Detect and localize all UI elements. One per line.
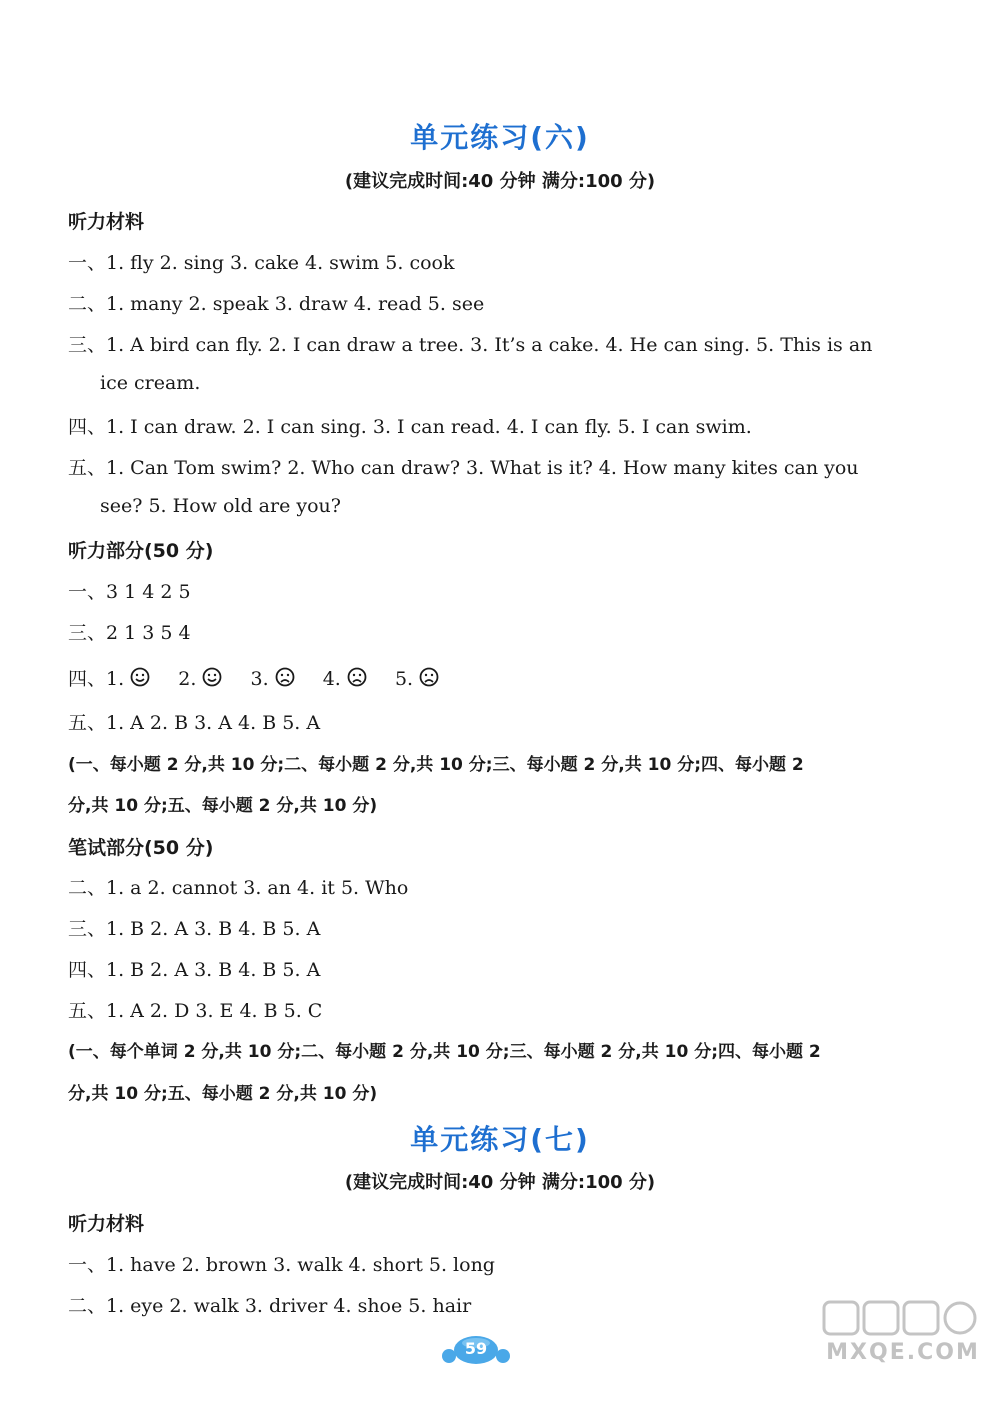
- unit6-subtitle: (建议完成时间:40 分钟 满分:100 分): [344, 171, 656, 192]
- unit6-material-line-5: 五、1. Can Tom swim? 2. Who can draw? 3. What is it? 4. How many kites can you: [68, 457, 859, 479]
- unit7-material-line-2: 二、1. eye 2. walk 3. driver 4. shoe 5. hair: [68, 1295, 472, 1317]
- sad-face-icon: [347, 667, 367, 687]
- unit7-title: 单元练习(七): [410, 1123, 590, 1156]
- unit6-written-part-heading: 笔试部分(50 分): [68, 837, 214, 859]
- unit6-material-line-2: 二、1. many 2. speak 3. draw 4. read 5. see: [68, 293, 485, 315]
- unit6-written-answer-3: 三、1. B 2. A 3. B 4. B 5. A: [68, 918, 321, 940]
- unit6-listening-material-heading: 听力材料: [68, 211, 145, 233]
- face-label-5: 5.: [394, 668, 414, 690]
- unit6-written-answer-4: 四、1. B 2. A 3. B 4. B 5. A: [68, 959, 321, 981]
- unit6-listening-answer-4-faces: [68, 664, 461, 691]
- unit6-listening-scoring-1: (一、每小题 2 分,共 10 分;二、每小题 2 分,共 10 分;三、每小题 2 分,共 10 分;四、每小题 2: [68, 755, 804, 775]
- unit7-material-line-1: 一、1. have 2. brown 3. walk 4. short 5. long: [68, 1254, 495, 1276]
- unit7-listening-material-heading: 听力材料: [68, 1213, 145, 1235]
- smile-face-icon: [202, 667, 222, 687]
- unit6-listening-part-heading: 听力部分(50 分): [68, 540, 214, 562]
- unit6-material-line-3: 三、1. A bird can fly. 2. I can draw a tree. 3. It’s a cake. 4. He can sing. 5. This is an: [68, 334, 873, 356]
- unit6-listening-answer-1: 一、3 1 4 2 5: [68, 581, 191, 603]
- unit6-material-line-1: 一、1. fly 2. sing 3. cake 4. swim 5. cook: [68, 252, 455, 274]
- watermark-text: MXQE.COM: [826, 1340, 980, 1365]
- page-number: 59: [464, 1339, 488, 1358]
- unit6-material-line-5-cont: see? 5. How old are you?: [100, 495, 341, 517]
- unit7-subtitle: (建议完成时间:40 分钟 满分:100 分): [344, 1172, 656, 1193]
- face-label-1: 1.: [106, 668, 125, 690]
- unit6-written-scoring-2: 分,共 10 分;五、每小题 2 分,共 10 分): [68, 1084, 378, 1104]
- smile-face-icon: [130, 667, 150, 687]
- unit6-listening-scoring-2: 分,共 10 分;五、每小题 2 分,共 10 分): [68, 796, 378, 816]
- sad-face-icon: [419, 667, 439, 687]
- face-label-2: 2.: [178, 668, 197, 690]
- face-label-4: 4.: [322, 668, 341, 690]
- unit6-listening-answer-5: 五、1. A 2. B 3. A 4. B 5. A: [68, 712, 321, 734]
- unit6-material-line-3-cont: ice cream.: [100, 372, 201, 394]
- faces-prefix: 四、: [68, 668, 107, 690]
- unit6-written-answer-2: 二、1. a 2. cannot 3. an 4. it 5. Who: [68, 877, 409, 899]
- unit6-listening-answer-3: 三、2 1 3 5 4: [68, 622, 191, 644]
- watermark-logo: [820, 1296, 980, 1340]
- sad-face-icon: [275, 667, 295, 687]
- unit6-written-answer-5: 五、1. A 2. D 3. E 4. B 5. C: [68, 1000, 323, 1022]
- unit6-written-scoring-1: (一、每个单词 2 分,共 10 分;二、每小题 2 分,共 10 分;三、每小题 2 分,共 10 分;四、每小题 2: [68, 1042, 821, 1062]
- unit6-material-line-4: 四、1. I can draw. 2. I can sing. 3. I can read. 4. I can fly. 5. I can swim.: [68, 416, 752, 438]
- face-label-3: 3.: [250, 668, 269, 690]
- page-number-badge: [440, 1333, 512, 1367]
- unit6-title: 单元练习(六): [410, 121, 590, 154]
